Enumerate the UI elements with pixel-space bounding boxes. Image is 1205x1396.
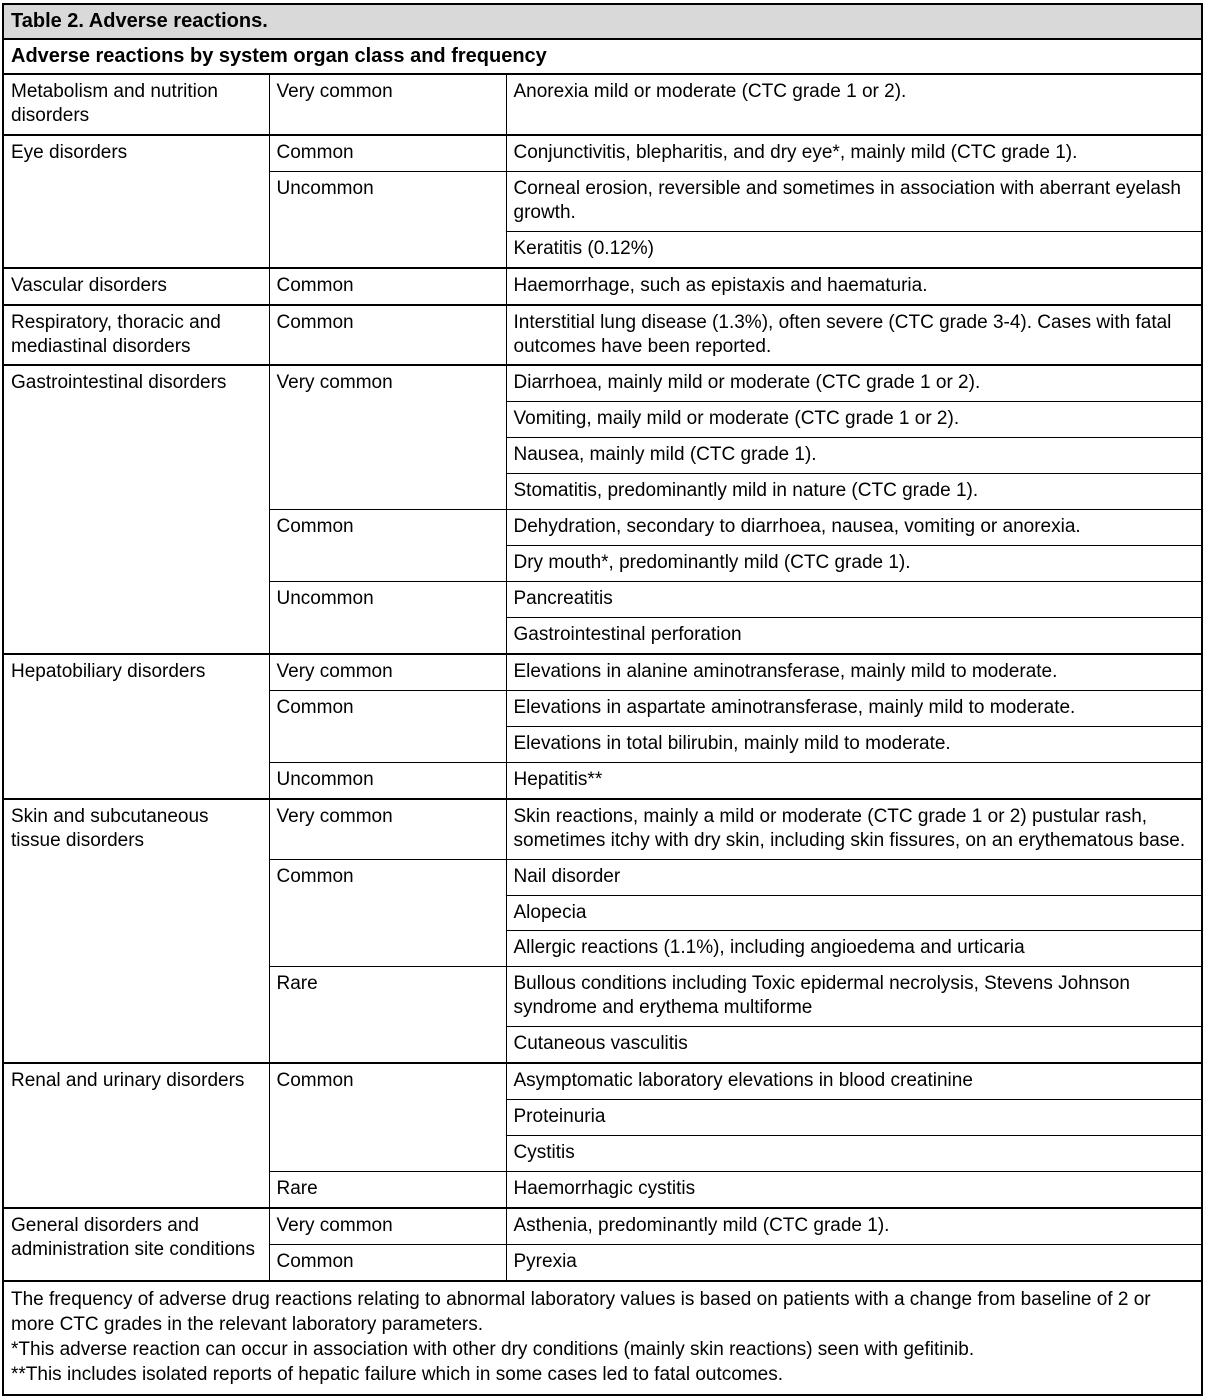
frequency-cell: Common <box>269 859 506 967</box>
adverse-reaction-cell: Elevations in aspartate aminotransferase, mainly mild to moderate. <box>506 690 1202 726</box>
adverse-reaction-cell: Interstitial lung disease (1.3%), often severe (CTC grade 3-4). Cases with fatal outcomes have been reported. <box>506 305 1202 366</box>
footnote-block <box>3 1281 1202 1395</box>
adverse-reaction-cell: Anorexia mild or moderate (CTC grade 1 or 2). <box>506 74 1202 135</box>
adverse-reaction-cell: Dehydration, secondary to diarrhoea, nausea, vomiting or anorexia. <box>506 510 1202 546</box>
adverse-reaction-cell: Elevations in alanine aminotransferase, mainly mild to moderate. <box>506 654 1202 690</box>
adverse-reaction-cell: Conjunctivitis, blepharitis, and dry eye*, mainly mild (CTC grade 1). <box>506 135 1202 171</box>
frequency-cell: Common <box>269 690 506 762</box>
organ-class-cell: Renal and urinary disorders <box>3 1063 269 1208</box>
organ-class-cell: Vascular disorders <box>3 268 269 305</box>
adverse-reaction-cell: Allergic reactions (1.1%), including angioedema and urticaria <box>506 931 1202 967</box>
table-title-row <box>3 4 1202 39</box>
footnote-line: The frequency of adverse drug reactions relating to abnormal laboratory values is based on patients with a change from baseline of 2 or more CTC grades in the relevant laboratory parameters. <box>11 1288 1151 1335</box>
adverse-reaction-cell: Nausea, mainly mild (CTC grade 1). <box>506 438 1202 474</box>
adverse-reaction-cell: Diarrhoea, mainly mild or moderate (CTC grade 1 or 2). <box>506 365 1202 401</box>
frequency-cell: Common <box>269 1063 506 1171</box>
frequency-cell: Common <box>269 305 506 366</box>
frequency-cell: Very common <box>269 1208 506 1244</box>
table-subheader-row <box>3 39 1202 74</box>
adverse-reaction-cell: Elevations in total bilirubin, mainly mild to moderate. <box>506 726 1202 762</box>
table-row <box>3 1208 1202 1244</box>
adverse-reaction-cell: Pyrexia <box>506 1244 1202 1280</box>
organ-class-cell: Gastrointestinal disorders <box>3 365 269 654</box>
frequency-cell: Common <box>269 1244 506 1280</box>
frequency-cell: Very common <box>269 74 506 135</box>
organ-class-cell: Respiratory, thoracic and mediastinal disorders <box>3 305 269 366</box>
frequency-cell: Very common <box>269 799 506 859</box>
adverse-reaction-cell: Bullous conditions including Toxic epidermal necrolysis, Stevens Johnson syndrome and erythema multiforme <box>506 967 1202 1027</box>
frequency-cell: Common <box>269 135 506 171</box>
organ-class-cell: Metabolism and nutrition disorders <box>11 81 218 126</box>
adverse-reaction-cell: Nail disorder <box>506 859 1202 895</box>
adverse-reaction-cell: Dry mouth*, predominantly mild (CTC grade 1). <box>506 546 1202 582</box>
adverse-reaction-cell: Proteinuria <box>506 1100 1202 1136</box>
adverse-reactions-table <box>2 3 1203 1396</box>
frequency-cell: Common <box>269 510 506 582</box>
adverse-reaction-cell: Haemorrhage, such as epistaxis and haematuria. <box>506 268 1202 305</box>
frequency-cell: Very common <box>269 654 506 690</box>
adverse-reaction-cell: Stomatitis, predominantly mild in nature (CTC grade 1). <box>506 474 1202 510</box>
organ-class-cell: General disorders and administration site conditions <box>3 1208 269 1281</box>
table-row <box>3 799 1202 859</box>
table-row <box>3 365 1202 401</box>
footnote-row <box>3 1281 1202 1395</box>
adverse-reaction-cell: Gastrointestinal perforation <box>506 618 1202 654</box>
adverse-reaction-cell: Pancreatitis <box>506 582 1202 618</box>
frequency-cell: Uncommon <box>269 762 506 798</box>
table-title: Table 2. Adverse reactions. <box>3 4 1202 39</box>
adverse-reaction-cell: Skin reactions, mainly a mild or moderate (CTC grade 1 or 2) pustular rash, sometimes itchy with dry skin, including skin fissures, on an erythematous base. <box>506 799 1202 859</box>
table-row <box>3 135 1202 171</box>
frequency-cell: Uncommon <box>269 171 506 267</box>
table-row <box>3 305 1202 366</box>
adverse-reaction-cell: Cutaneous vasculitis <box>506 1027 1202 1063</box>
frequency-cell: Rare <box>269 967 506 1063</box>
adverse-reaction-cell: Alopecia <box>506 895 1202 931</box>
footnote-line: *This adverse reaction can occur in association with other dry conditions (mainly skin reactions) seen with gefitinib. <box>11 1338 975 1360</box>
footnote-line: **This includes isolated reports of hepatic failure which in some cases led to fatal outcomes. <box>11 1364 784 1386</box>
table-subheader: Adverse reactions by system organ class and frequency <box>3 39 1202 74</box>
frequency-cell: Common <box>269 268 506 305</box>
adverse-reaction-cell: Asymptomatic laboratory elevations in blood creatinine <box>506 1063 1202 1099</box>
frequency-cell: Uncommon <box>269 582 506 654</box>
adverse-reaction-cell: Keratitis (0.12%) <box>506 231 1202 267</box>
table-row <box>3 268 1202 305</box>
frequency-cell: Rare <box>269 1172 506 1208</box>
organ-class-cell: Hepatobiliary disorders <box>3 654 269 799</box>
adverse-reaction-cell: Vomiting, maily mild or moderate (CTC grade 1 or 2). <box>506 402 1202 438</box>
organ-class-cell: Eye disorders <box>3 135 269 268</box>
table-row <box>3 654 1202 690</box>
adverse-reaction-cell: Asthenia, predominantly mild (CTC grade 1). <box>506 1208 1202 1244</box>
organ-class-cell: Skin and subcutaneous tissue disorders <box>3 799 269 1064</box>
table-row <box>3 1063 1202 1099</box>
table-row <box>3 74 1202 135</box>
frequency-cell: Very common <box>269 365 506 509</box>
adverse-reaction-cell: Haemorrhagic cystitis <box>506 1172 1202 1208</box>
adverse-reaction-cell: Cystitis <box>506 1136 1202 1172</box>
adverse-reaction-cell: Hepatitis** <box>506 762 1202 798</box>
adverse-reaction-cell: Corneal erosion, reversible and sometimes in association with aberrant eyelash growth. <box>506 171 1202 231</box>
